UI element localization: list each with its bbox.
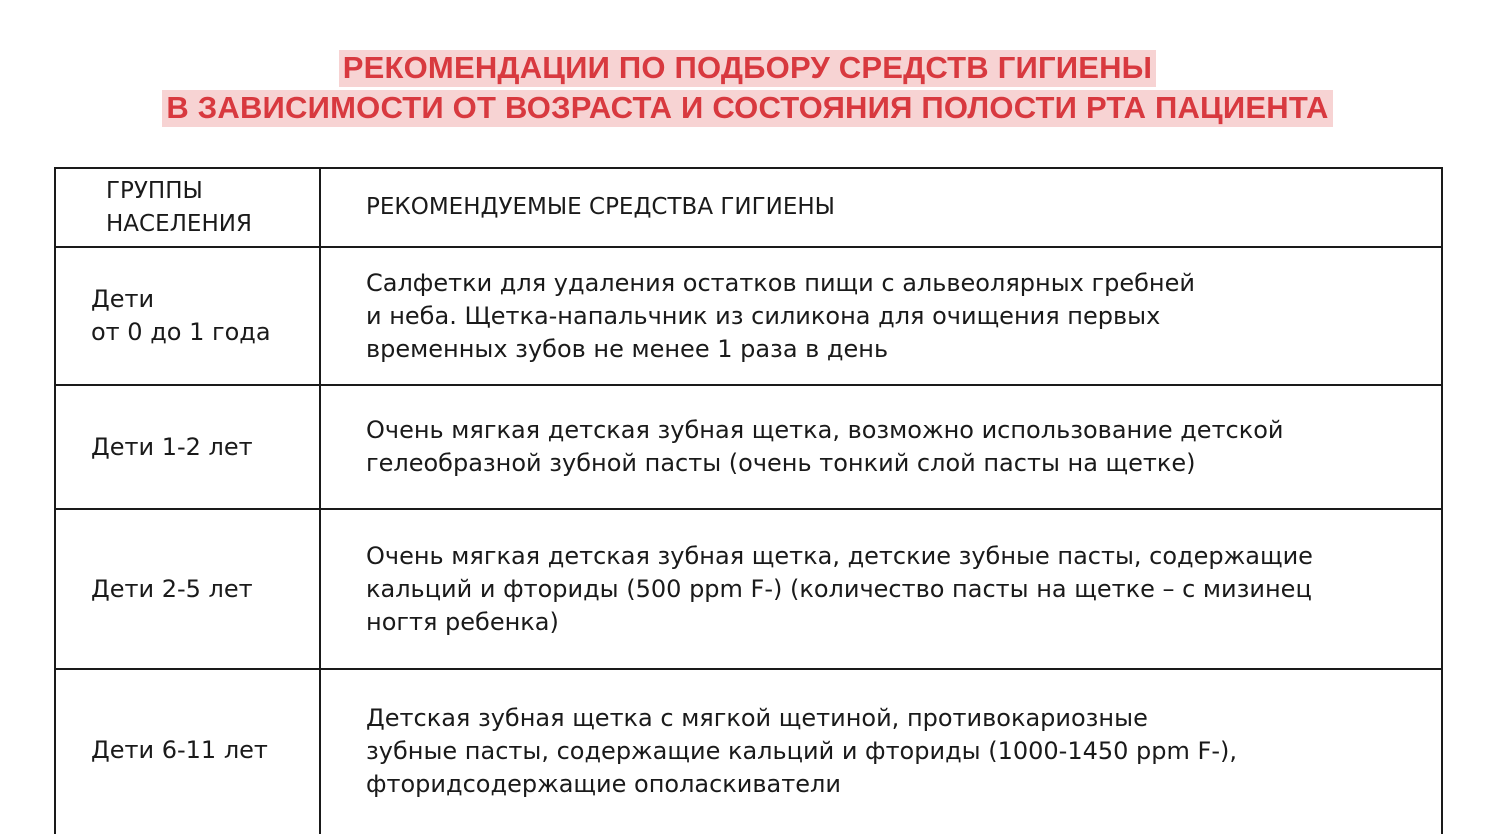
recommendation-text: Очень мягкая детская зубная щетка, детские зубные пасты, содержащие кальций и фториды (500 ppm F-) (количество пасты на щетке – с мизинец ногтя ребенка) (366, 541, 1313, 636)
table-row (55, 385, 1442, 509)
recommendation-text: Очень мягкая детская зубная щетка, возможно использование детской гелеобразной зубной пасты (очень тонкий слой пасты на щетке) (366, 416, 1284, 477)
table-row (55, 247, 1442, 385)
recommendation-text: Детская зубная щетка с мягкой щетиной, противокариозные зубные пасты, содержащие кальций и фториды (1000-1450 ppm F-), фторидсодержащие ополаскиватели (366, 704, 1237, 798)
table-row (55, 669, 1442, 834)
hygiene-recommendations-table (54, 167, 1443, 834)
group-label: Дети 1-2 лет (91, 432, 253, 461)
group-label: Дети 2-5 лет (91, 574, 253, 603)
header-recommendations-label: РЕКОМЕНДУЕМЫЕ СРЕДСТВА ГИГИЕНЫ (366, 194, 835, 220)
title-line-1: РЕКОМЕНДАЦИИ ПО ПОДБОРУ СРЕДСТВ ГИГИЕНЫ (339, 50, 1157, 87)
title-line-2: В ЗАВИСИМОСТИ ОТ ВОЗРАСТА И СОСТОЯНИЯ ПОЛОСТИ РТА ПАЦИЕНТА (162, 90, 1332, 127)
group-cell (55, 669, 320, 834)
recommendation-cell (320, 669, 1442, 834)
group-cell (55, 247, 320, 385)
group-label: Дети от 0 до 1 года (91, 285, 271, 346)
recommendation-cell (320, 247, 1442, 385)
recommendation-text: Салфетки для удаления остатков пищи с альвеолярных гребней и неба. Щетка-напальчник из силикона для очищения первых временных зубов не менее 1 раза в день (366, 268, 1195, 363)
group-cell (55, 509, 320, 669)
table-row (55, 509, 1442, 669)
recommendation-cell (320, 509, 1442, 669)
group-cell (55, 385, 320, 509)
header-cell-recommendations (320, 168, 1442, 247)
recommendation-cell (320, 385, 1442, 509)
group-label: Дети 6-11 лет (91, 736, 268, 764)
page-title (0, 48, 1495, 128)
header-cell-groups (55, 168, 320, 247)
header-groups-label: ГРУППЫ НАСЕЛЕНИЯ (106, 177, 252, 237)
table-header-row (55, 168, 1442, 247)
